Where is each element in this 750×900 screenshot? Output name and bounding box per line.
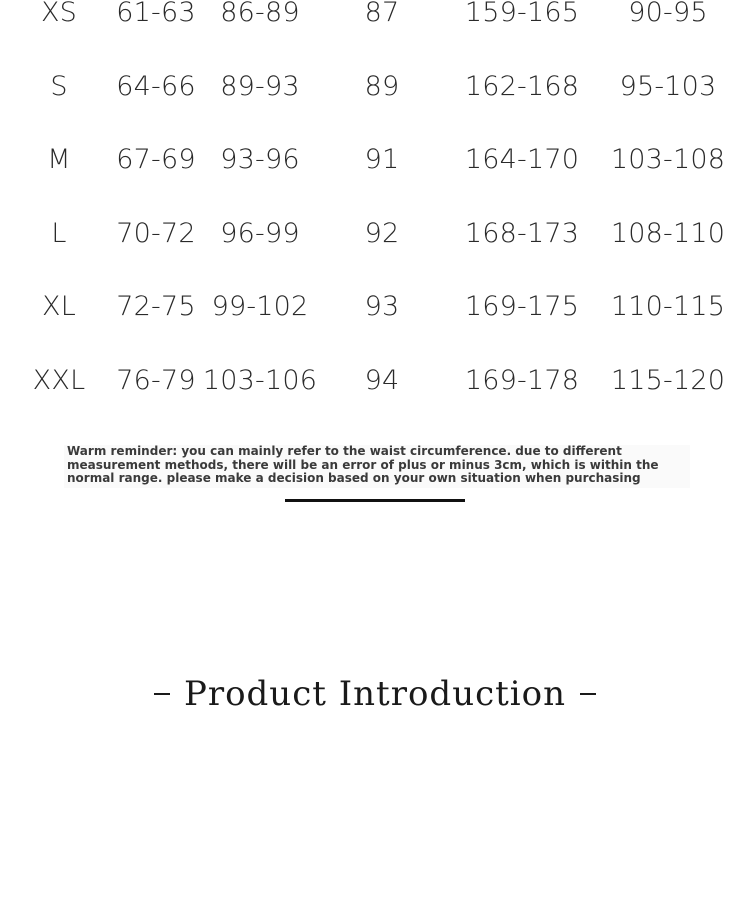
length-cell: 91 <box>364 144 400 176</box>
size-chart-table <box>0 0 750 418</box>
weight-cell: 90-95 <box>628 0 708 28</box>
weight-cell: 115-120 <box>610 364 726 396</box>
waist-cell: 61-63 <box>116 0 196 28</box>
hip-cell: 103-106 <box>202 364 318 396</box>
waist-cell: 76-79 <box>116 364 196 396</box>
height-cell: 164-170 <box>464 144 580 176</box>
table-row <box>0 123 750 197</box>
hip-cell: 89-93 <box>220 70 300 102</box>
product-introduction-heading <box>0 674 750 714</box>
heading-dash-right <box>580 693 596 695</box>
waist-cell: 67-69 <box>116 144 196 176</box>
length-cell: 94 <box>364 364 400 396</box>
section-title: Product Introduction <box>183 674 567 714</box>
hip-cell: 96-99 <box>220 217 300 249</box>
size-cell: XS <box>40 0 78 28</box>
height-cell: 169-178 <box>464 364 580 396</box>
height-cell: 159-165 <box>464 0 580 28</box>
weight-cell: 95-103 <box>619 70 717 102</box>
waist-cell: 70-72 <box>116 217 196 249</box>
warm-reminder-note: Warm reminder: you can mainly refer to the waist circumference. due to different measurement methods, there will be an error of plus or minus 3cm, which is within the normal range. please make a decision based on your own situation when purchasing <box>64 445 690 488</box>
weight-cell: 110-115 <box>610 291 726 323</box>
heading-dash-left <box>154 693 170 695</box>
size-cell: XL <box>42 291 76 323</box>
table-row <box>0 50 750 124</box>
length-cell: 89 <box>364 70 400 102</box>
size-cell: S <box>50 70 68 102</box>
waist-cell: 72-75 <box>116 291 196 323</box>
hip-cell: 86-89 <box>220 0 300 28</box>
section-divider <box>285 499 465 502</box>
table-row <box>0 270 750 344</box>
size-cell: L <box>51 217 67 249</box>
size-cell: M <box>47 144 71 176</box>
length-cell: 92 <box>364 217 400 249</box>
table-row <box>0 197 750 271</box>
weight-cell: 108-110 <box>610 217 726 249</box>
waist-cell: 64-66 <box>116 70 196 102</box>
weight-cell: 103-108 <box>610 144 726 176</box>
table-row <box>0 344 750 418</box>
height-cell: 168-173 <box>464 217 580 249</box>
hip-cell: 99-102 <box>211 291 309 323</box>
hip-cell: 93-96 <box>220 144 300 176</box>
height-cell: 162-168 <box>464 70 580 102</box>
length-cell: 93 <box>364 291 400 323</box>
size-cell: XXL <box>32 364 86 396</box>
length-cell: 87 <box>364 0 400 28</box>
table-row <box>0 0 750 50</box>
height-cell: 169-175 <box>464 291 580 323</box>
